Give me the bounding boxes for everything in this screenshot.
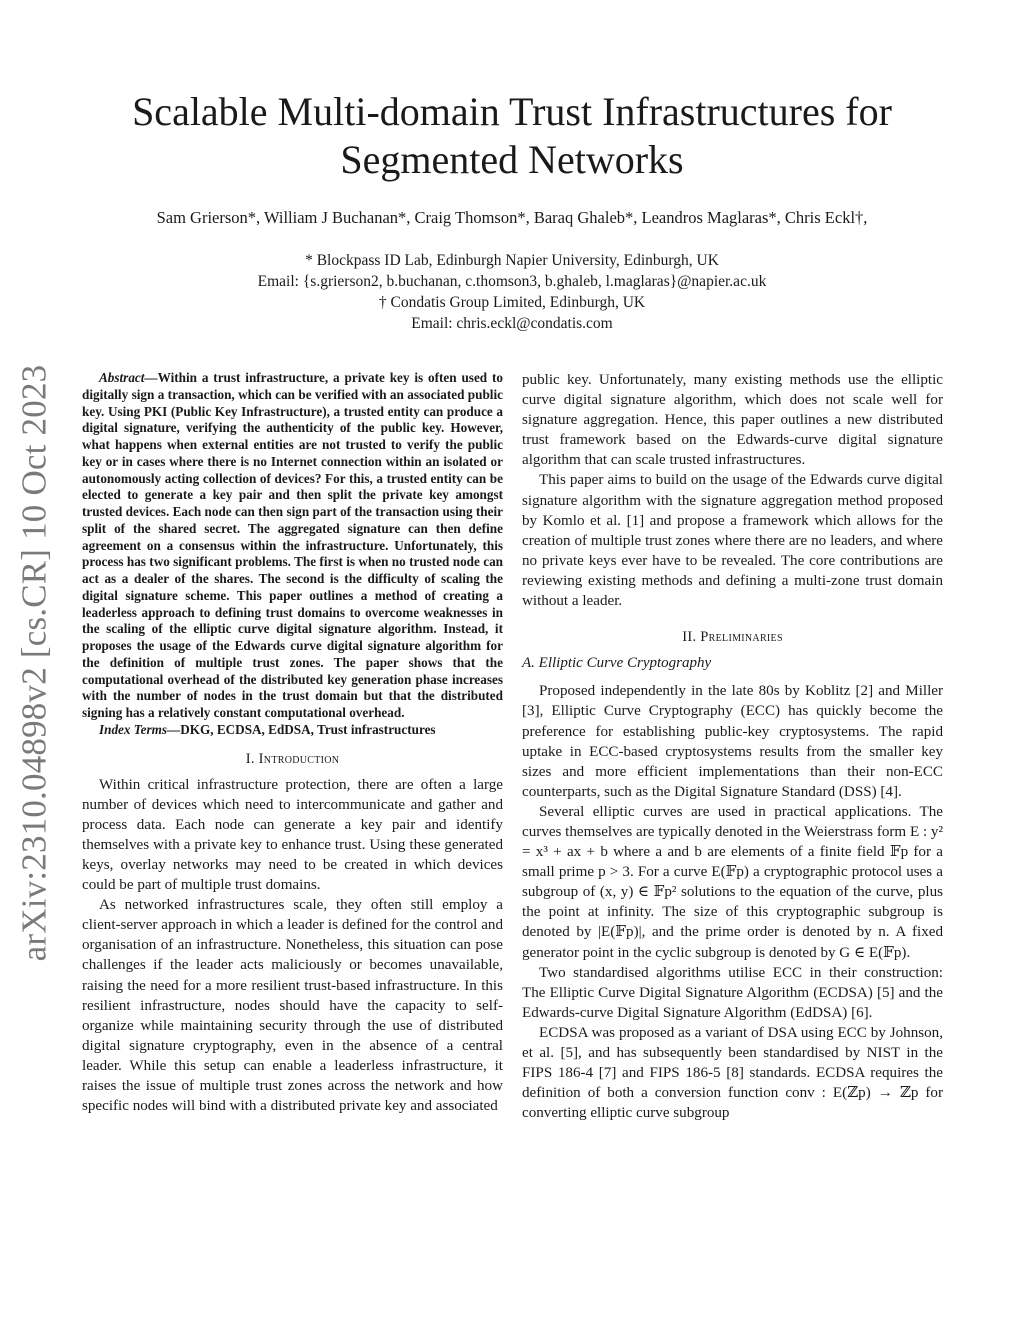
ecc-paragraph-1: Proposed independently in the late 80s by Koblitz [2] and Miller [3], Elliptic Curve Cryptography (ECC) has quickly become the preference for establishing public-key cryptosystems. The rapid uptake in ECC-based cryptosystems results from the smaller key sizes and more efficient implementations than their non-ECC counterparts, such as the Digital Signature Standard (DSS) [4]. [522,683,943,800]
index-terms-text: DKG, ECDSA, EdDSA, Trust infrastructures [180,721,436,737]
subsection-heading-ecc: A. Elliptic Curve Cryptography [522,655,712,672]
affiliations [82,250,942,334]
abstract [82,370,503,722]
arxiv-identifier-stamp [12,355,56,970]
ecc-paragraph-2: Several elliptic curves are used in practical applications. The curves themselves are typically denoted in the Weierstrass form E : y² = x³ + ax + b where a and b are elements of a finite field 𝔽p for a small prime p > 3. For a curve E(𝔽p) a cryptographic protocol uses a subgroup of (x, y) ∈ 𝔽p² solutions to the equation of the curve, plus the point at infinity. The size of this cryptographic subgroup is denoted by |E(𝔽p)|, and the prime order is denoted by n. A fixed generator point in the cyclic subgroup is denoted by G ∈ E(𝔽p). [522,803,943,961]
left-column [82,370,503,1116]
abstract-label: Abstract— [99,370,158,385]
arxiv-identifier-text: arXiv:2310.04898v2 [cs.CR] 10 Oct 2023 [14,364,53,961]
affiliation-line-1: * Blockpass ID Lab, Edinburgh Napier University, Edinburgh, UK [305,252,719,269]
abstract-text: Within a trust infrastructure, a private key is often used to digitally sign a transaction, which can be verified with an associated public key. Using PKI (Public Key Infrastructure), a trusted entity can produce a digital signature, verifying the authenticity of the public key. However, what happens when external entities are not trusted to verify the public key or in cases where there is no Internet connection within an isolated or autonomously acting collection of devices? For this, a trusted entity can be elected to generate a key pair and then split the private key amongst trusted devices. Each node can then sign part of the transaction using their split of the shared secret. The aggregated signature can then define agreement on a consensus within the infrastructure. Unfortunately, this process has two significant problems. The first is when no trusted node can act as a dealer of the shares. The second is the difficulty of scaling the digital signature scheme. This paper outlines a method of creating a leaderless approach to defining trust domains to overcome weaknesses in the scaling of the elliptic curve digital signature algorithm. Instead, it proposes the usage of the Edwards curve digital signature algorithm for the definition of multiple trust zones. The paper shows that the computational overhead of the distributed key generation phase increases with the number of nodes in the trust domain but that the distributed signing has a relatively constant computational overhead. [82,370,503,720]
index-terms [82,722,503,739]
section-heading-preliminaries: II. Preliminaries [682,629,783,646]
introduction-paragraph-2: As networked infrastructures scale, they often still employ a client-server approach in which a leader is defined for the control and organisation of an infrastructure. Nonetheless, this situation can pose challenges if the leader acts maliciously or becomes unavailable, raising the need for a more resilient trust-based infrastructure. In this resilient infrastructure, nodes should have the capacity to self-organize while maintaining security through the use of distributed digital signature cryptography, even in the absence of a central leader. While this setup can enable a leaderless infrastructure, it raises the issue of multiple trust zones across the network and how specific nodes will bind with a distributed private key and associated [82,897,503,1115]
section-heading-introduction: I. Introduction [245,750,340,767]
paper-title [82,88,942,184]
author-list: Sam Grierson*, William J Buchanan*, Craig Thomson*, Baraq Ghaleb*, Leandros Maglaras*, Chris Eckl†, [156,208,868,227]
affiliation-line-3: † Condatis Group Limited, Edinburgh, UK [378,294,646,311]
introduction-paragraph-4: This paper aims to build on the usage of the Edwards curve digital signature algorithm with the signature aggregation method proposed by Komlo et al. [1] and propose a framework which allows for the creation of multiple trust zones where there are no leaders, and where no private keys ever have to be revealed. The core contributions are reviewing existing methods and defining a multi-zone trust domain without a leader. [522,472,943,610]
affiliation-line-2: Email: {s.grierson2, b.buchanan, c.thomson3, b.ghaleb, l.maglaras}@napier.ac.uk [257,273,767,290]
affiliation-line-4: Email: chris.eckl@condatis.com [411,315,613,332]
right-column [522,370,943,1123]
ecc-paragraph-3: Two standardised algorithms utilise ECC in their construction: The Elliptic Curve Digital Signature Algorithm (ECDSA) [5] and the Edwards-curve Digital Signature Algorithm (EdDSA) [6]. [522,964,943,1021]
paper-title-line-2: Segmented Networks [340,137,684,182]
introduction-paragraph-1: Within critical infrastructure protection, there are often a large number of devices which need to intercommunicate and gather and process data. Each node can generate a key pair and identify themselves with a private key to enhance trust. Using these generated keys, overlay networks may need to be created in which devices could be part of multiple trust domains. [82,776,503,894]
paper-title-line-1: Scalable Multi-domain Trust Infrastructures for [132,89,892,134]
index-terms-label: Index Terms— [99,721,181,737]
introduction-paragraph-3: public key. Unfortunately, many existing methods use the elliptic curve digital signature algorithm, which does not scale well for signature aggregation. Hence, this paper outlines a new distributed trust framework based on the Edwards-curve digital signature algorithm that can scale trusted infrastructures. [522,372,943,469]
ecc-paragraph-4: ECDSA was proposed as a variant of DSA using ECC by Johnson, et al. [5], and has subsequently been standardised by NIST in the FIPS 186-4 [7] and FIPS 186-5 [8] standards. ECDSA requires the definition of both a conversion function conv : E(ℤp) → ℤp for converting elliptic curve subgroup [522,1024,943,1122]
